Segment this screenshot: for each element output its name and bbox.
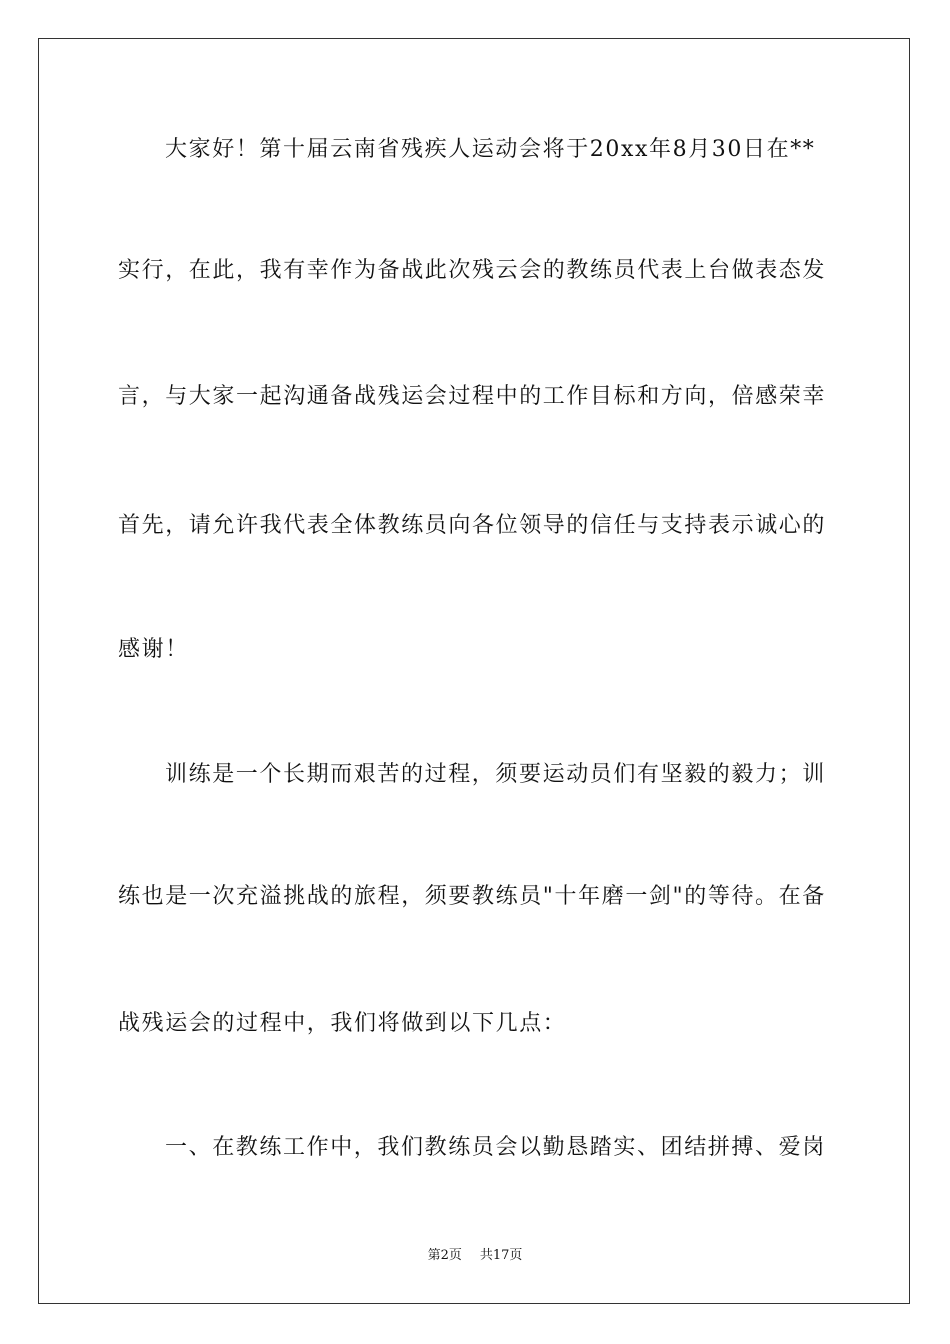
page-footer — [0, 1247, 950, 1265]
paragraph-line-9: 一、在教练工作中，我们教练员会以勤恳踏实、团结拼搏、爱岗 — [165, 1135, 826, 1160]
paragraph-line-1: 大家好！第十届云南省残疾人运动会将于20xx年8月30日在** — [165, 137, 816, 162]
paragraph-line-3: 言，与大家一起沟通备战残运会过程中的工作目标和方向，倍感荣幸 — [118, 384, 827, 409]
paragraph-line-4: 首先，请允许我代表全体教练员向各位领导的信任与支持表示诚心的 — [118, 513, 827, 538]
page-number: 第2页 — [427, 1248, 462, 1263]
paragraph-line-8: 战残运会的过程中，我们将做到以下几点： — [118, 1011, 567, 1036]
page-frame — [38, 38, 910, 1304]
paragraph-line-6: 训练是一个长期而艰苦的过程，须要运动员们有坚毅的毅力；训 — [165, 762, 826, 787]
page-total: 共17页 — [479, 1248, 523, 1263]
paragraph-line-7: 练也是一次充溢挑战的旅程，须要教练员"十年磨一剑"的等待。在备 — [118, 884, 826, 909]
paragraph-line-2: 实行，在此，我有幸作为备战此次残云会的教练员代表上台做表态发 — [118, 258, 827, 283]
paragraph-line-5: 感谢！ — [118, 637, 189, 662]
